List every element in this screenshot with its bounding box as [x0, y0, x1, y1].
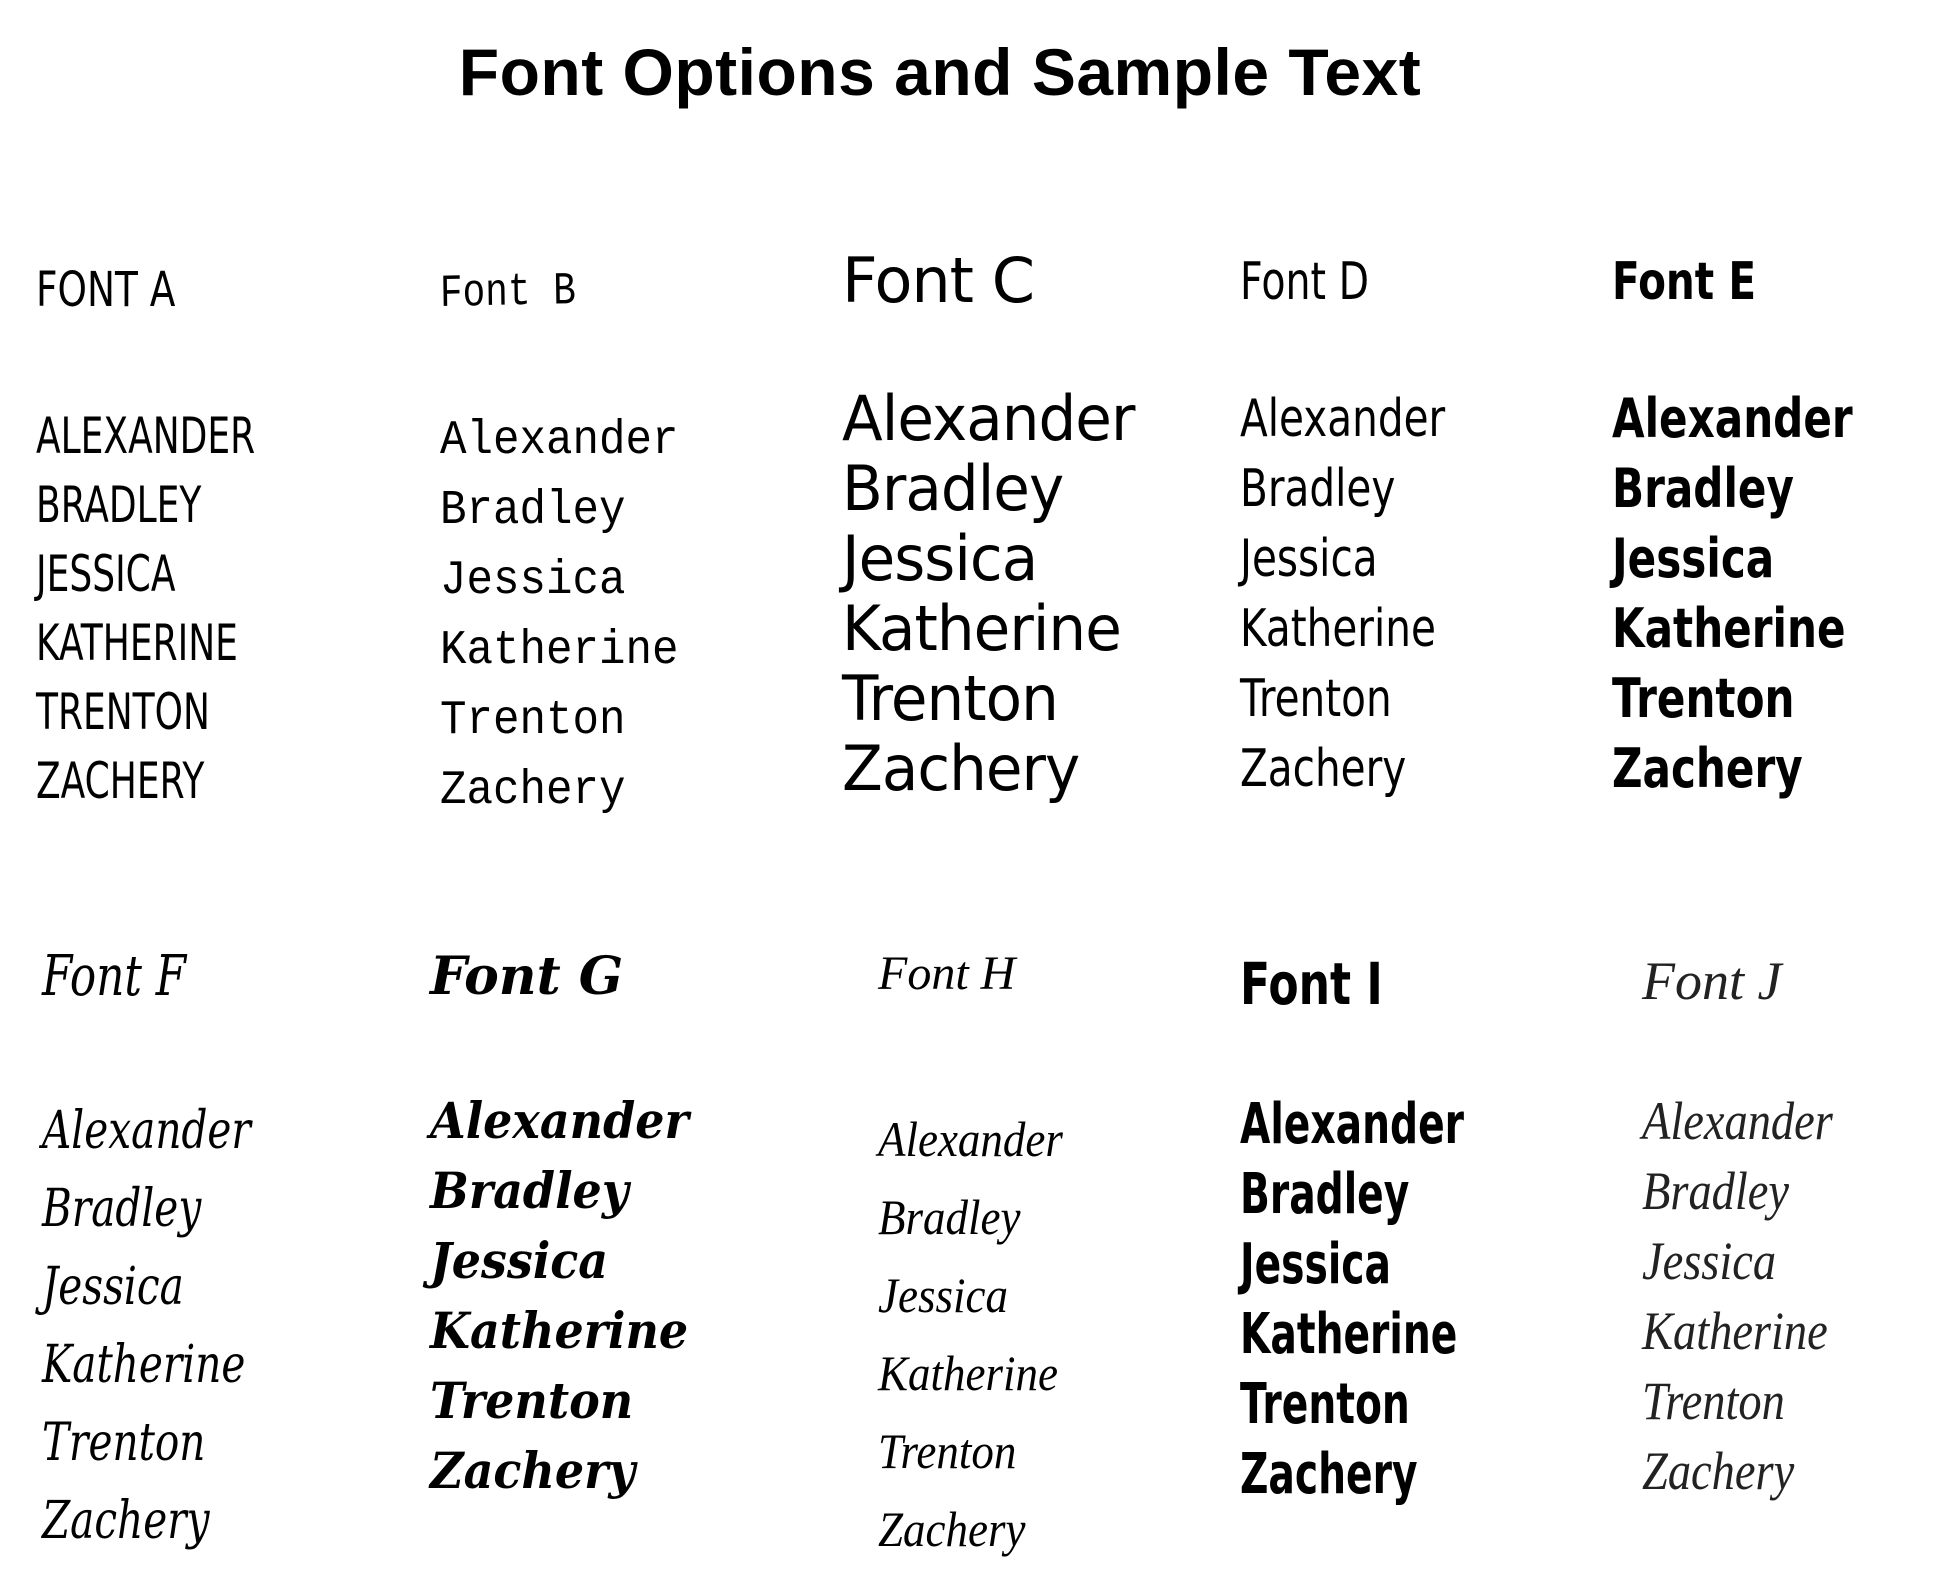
sample-name: Trenton: [1612, 667, 1795, 730]
sample-name: Alexander: [1642, 1091, 1833, 1151]
sample-name: Jessica: [842, 522, 1038, 595]
sample-name: Alexander: [842, 382, 1135, 455]
sample-name: Alexander: [1240, 389, 1446, 449]
sample-name: Katherine: [1612, 597, 1846, 660]
sample-name: Zachery: [1642, 1441, 1795, 1501]
sample-name: Alexander: [1240, 1092, 1464, 1157]
sample-name-list: [440, 406, 679, 826]
sample-name: JESSICA: [36, 545, 176, 603]
sample-name-list: [878, 1100, 1063, 1568]
font-label: Font F: [42, 944, 187, 1009]
sample-name: Alexander: [1612, 387, 1853, 450]
sample-name: Jessica: [878, 1267, 1008, 1323]
sample-name: Zachery: [1612, 737, 1803, 800]
font-label: Font H: [878, 947, 1016, 1000]
sample-name: Bradley: [1612, 457, 1794, 520]
font-label: Font E: [1612, 252, 1757, 312]
sample-name: Katherine: [430, 1301, 689, 1360]
sample-name: Bradley: [842, 452, 1064, 525]
sample-name: Zachery: [842, 732, 1080, 805]
sample-name-list: [1612, 384, 1853, 804]
sample-name: BRADLEY: [36, 476, 202, 534]
sample-name: Zachery: [430, 1441, 636, 1500]
sample-name: Katherine: [842, 592, 1121, 665]
sample-name: Trenton: [1240, 669, 1392, 729]
sample-name-list: [842, 384, 1134, 804]
sample-name: Jessica: [1240, 529, 1378, 589]
sample-name: Alexander: [878, 1111, 1063, 1167]
sample-name: Jessica: [430, 1231, 609, 1290]
sample-name: Trenton: [878, 1423, 1017, 1479]
sample-name-list: [36, 402, 255, 816]
sample-name: Trenton: [440, 694, 626, 748]
sample-name: Zachery: [1240, 1442, 1418, 1507]
sample-name: Zachery: [42, 1491, 210, 1551]
sample-name-list: [42, 1092, 251, 1560]
sample-name-list: [1240, 1090, 1464, 1510]
sample-name-list: [1642, 1086, 1833, 1506]
sample-name: ZACHERY: [36, 752, 205, 810]
sample-name: Katherine: [1642, 1301, 1828, 1361]
sample-name: Katherine: [1240, 1302, 1458, 1367]
sample-name: Alexander: [42, 1101, 251, 1161]
font-label: FONT A: [36, 262, 176, 318]
sample-name: Trenton: [430, 1371, 634, 1430]
sample-name: Alexander: [440, 414, 679, 468]
sample-name: Jessica: [440, 554, 626, 608]
sample-name: Trenton: [42, 1413, 206, 1473]
sample-name: Jessica: [1240, 1232, 1391, 1297]
sample-name: Bradley: [440, 484, 626, 538]
sample-name: Jessica: [42, 1257, 184, 1317]
sample-name: Zachery: [1240, 739, 1407, 799]
sample-name: Zachery: [878, 1501, 1026, 1557]
sample-name: Trenton: [842, 662, 1058, 735]
sample-name: Jessica: [1642, 1231, 1777, 1291]
sample-name: Trenton: [1642, 1371, 1785, 1431]
sample-name: Alexander: [430, 1091, 689, 1150]
sample-name: Bradley: [42, 1179, 202, 1239]
sample-name: ALEXANDER: [36, 407, 256, 465]
sample-name: KATHERINE: [36, 614, 238, 672]
sample-name: Bradley: [1642, 1161, 1790, 1221]
font-label: Font J: [1642, 951, 1782, 1011]
sample-name-list: [1240, 384, 1445, 804]
sample-name: Katherine: [42, 1335, 246, 1395]
sample-name: Jessica: [1612, 527, 1775, 590]
sample-name: Katherine: [440, 624, 679, 678]
sample-name: Katherine: [878, 1345, 1058, 1401]
sample-name: Katherine: [1240, 599, 1436, 659]
sample-name: Bradley: [878, 1189, 1021, 1245]
page-title: Font Options and Sample Text: [458, 35, 1422, 109]
sample-name: Zachery: [440, 764, 626, 818]
sample-name-list: [430, 1086, 689, 1506]
sample-name: TRENTON: [36, 683, 210, 741]
sample-name: Bradley: [1240, 1162, 1410, 1227]
font-label: Font C: [842, 244, 1034, 317]
font-label: Font I: [1240, 950, 1383, 1018]
sample-name: Bradley: [1240, 459, 1396, 519]
sample-name: Trenton: [1240, 1372, 1410, 1437]
sample-name: Bradley: [430, 1161, 629, 1220]
font-label: Font D: [1240, 252, 1370, 312]
font-label: Font B: [439, 265, 577, 320]
font-label: Font G: [430, 946, 624, 1007]
